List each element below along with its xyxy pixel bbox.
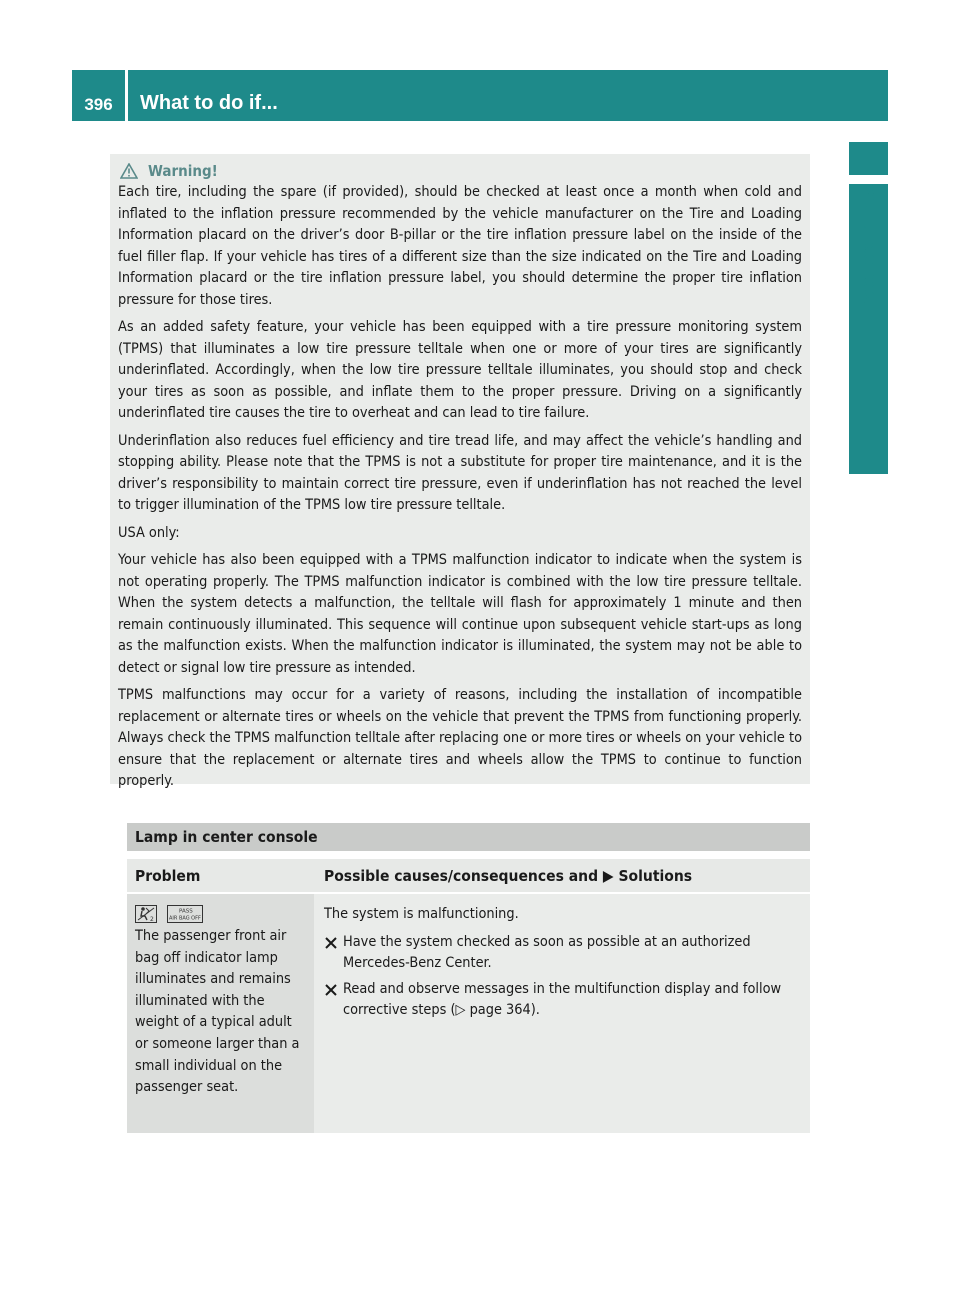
problem-text: The passenger front air bag off indicator lamp illuminates and remains illuminated with the weight of a typical adult or someone larger than a small individual on the passenger seat. (135, 928, 300, 1096)
step-text: Read and observe messages in the multifunction display and follow corrective steps (▷ page 364). (343, 980, 782, 1019)
solutions-cell (314, 894, 810, 1133)
problem-cell (127, 894, 314, 1133)
header-divider (125, 70, 128, 121)
warning-triangle-icon (120, 163, 138, 179)
side-section-label: Practical hints (857, 184, 879, 321)
list-item (324, 979, 802, 1022)
indicator-icons (135, 904, 308, 924)
svg-text:2: 2 (150, 916, 154, 923)
warning-header (120, 160, 802, 182)
side-section-label-wrap (849, 184, 888, 624)
airbag-off-label: AIR BAG OFF (169, 915, 201, 922)
warning-paragraph: Your vehicle has also been equipped with a TPMS malfunction indicator to indicate when the system is not operating properly. The TPMS malfunction indicator is combined with the low tire pressure telltale. When the system detects a malfunction, the telltale will flash for approximately 1 minute and then remain continuously illuminated. This sequence will continue upon subsequent vehicle start-ups as long as the malfunction exists. When the malfunction indicator is illuminated, the system may not be able to detect or signal low tire pressure as intended. (118, 552, 802, 676)
warning-paragraph: Each tire, including the spare (if provided), should be checked at least once a month when cold and inflated to the inflation pressure recommended by the vehicle manufacturer on the Tire and Loading Information placard on the driver’s door B-pillar or the tire inflation pressure label on the inside of the fuel filler flap. If your vehicle has tires of a different size than the size indicated on the Tire and Loading Information placard or the tire inflation pressure label, you should determine the proper tire inflation pressure for those tires. (118, 184, 802, 308)
step-x-icon (324, 937, 338, 949)
col-header-problem: Problem (135, 867, 201, 885)
pass-airbag-off-icon (167, 905, 203, 923)
warning-paragraph: USA only: (118, 524, 180, 541)
list-item (324, 932, 802, 975)
cause-text: The system is malfunctioning. (324, 906, 519, 922)
solutions-arrow-icon: ▶ (602, 867, 614, 885)
warning-paragraph: As an added safety feature, your vehicle has been equipped with a tire pressure monitoring system (TPMS) that illuminates a low tire pressure telltale when one or more of your tires are significantly underinflated. Accordingly, when the low tire pressure telltale illuminates, you should stop and check your tires as soon as possible, and inflate them to the proper pressure. Driving on a significantly underinflated tire causes the tire to overheat and can lead to tire failure. (118, 319, 802, 421)
warning-title: Warning! (148, 162, 218, 180)
pass-label: PASS (179, 908, 193, 915)
warning-box (110, 154, 810, 789)
side-tab (849, 142, 888, 175)
table-row (127, 894, 810, 1133)
section-title: Lamp in center console (127, 823, 810, 851)
col-header-solutions (314, 859, 810, 892)
table-header (127, 859, 810, 892)
page-number: 396 (84, 95, 113, 114)
chapter-title: What to do if... (140, 92, 278, 114)
problem-table (127, 859, 810, 1133)
step-text: Have the system checked as soon as possible at an authorized Mercedes-Benz Center. (343, 933, 751, 972)
col-header-solutions-prefix: Possible causes/consequences and (324, 867, 603, 885)
airbag-seat-icon (135, 905, 157, 923)
warning-paragraph: Underinflation also reduces fuel efficiency and tire tread life, and may affect the vehicle’s handling and stopping ability. Please note that the TPMS is not a substitute for proper tire maintenance, and it is the driver’s responsibility to maintain correct tire pressure, even if underinflation has not reached the level to trigger illumination of the TPMS low tire pressure telltale. (118, 432, 802, 513)
warning-paragraph: TPMS malfunctions may occur for a variety of reasons, including the installation of incompatible replacement or alternate tires or wheels on the vehicle that prevent the TPMS from functioning properly. Always check the TPMS malfunction telltale after replacing one or more tires or wheels on your vehicle to ensure that the replacement or alternate tires and wheels allow the TPMS to continue to function properly. (118, 687, 802, 789)
step-x-icon (324, 984, 338, 996)
col-header-solutions-suffix: Solutions (613, 867, 693, 885)
